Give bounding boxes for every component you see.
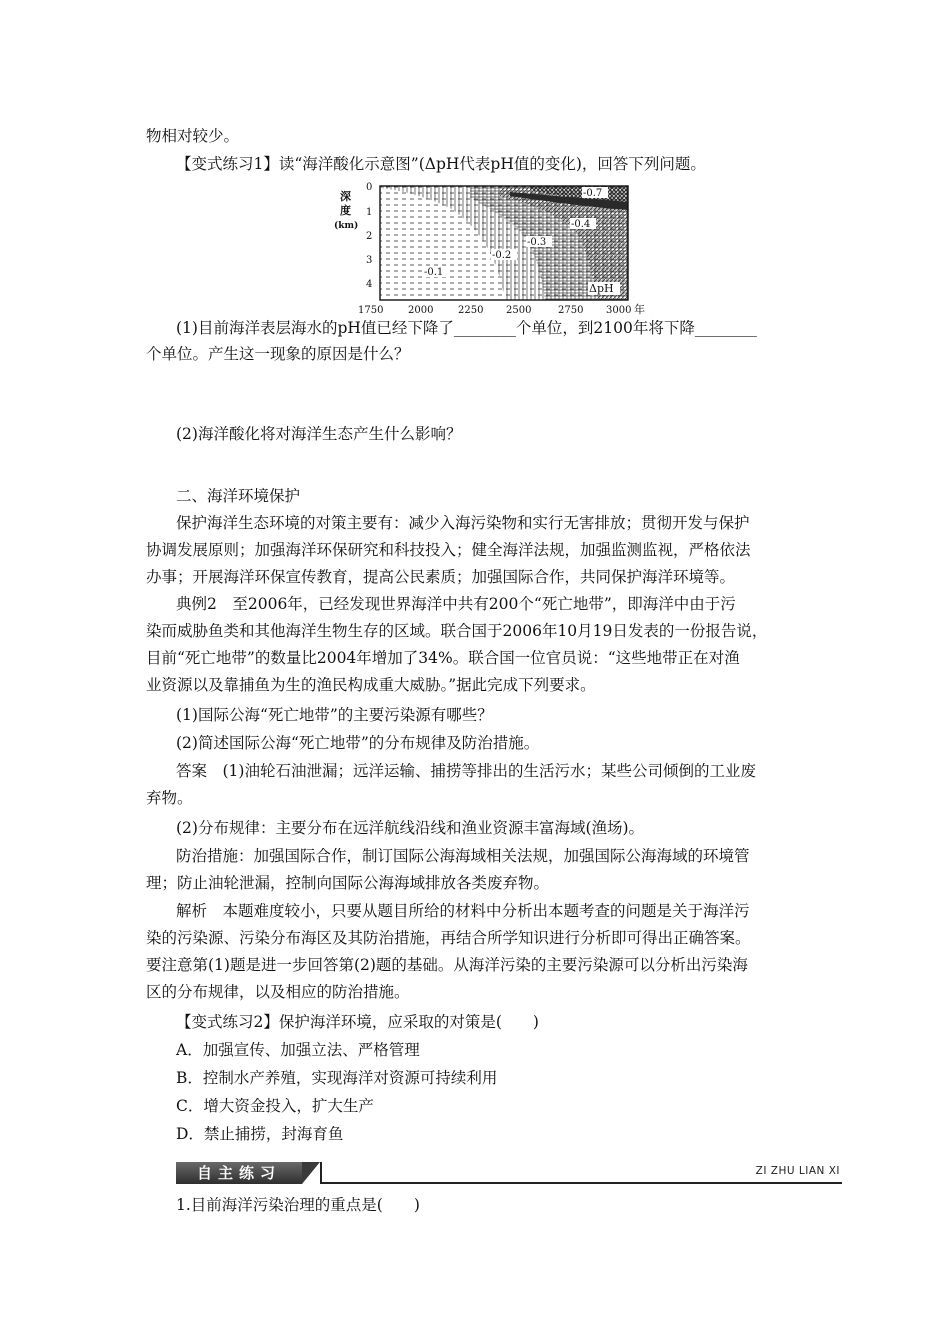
x-tick: 3000 [606,305,632,316]
text-line: 目前“死亡地带”的数量比2004年增加了34%。联合国一位官员说：“这些地带正在对渔 [146,649,740,667]
contour-label: -0.7 [583,188,603,199]
text-line: 区的分布规律，以及相应的防治措施。 [146,983,410,1001]
self-practice-banner [176,1158,842,1188]
text-line: 个单位。产生这一现象的原因是什么？ [146,345,410,363]
text-line: (2)分布规律：主要分布在远洋航线沿线和渔业资源丰富海域(渔场)。 [176,819,645,837]
text-line: 业资源以及靠捕鱼为生的渔民构成重大威胁。”据此完成下列要求。 [146,676,596,694]
y-axis-label: 度 [340,204,351,217]
x-tick: 2750 [558,305,584,316]
y-tick: 2 [366,231,373,242]
contour-label: -0.4 [571,219,591,230]
text-line: 弃物。 [146,789,193,807]
contour-label: -0.3 [527,237,547,248]
text-line: 防治措施：加强国际合作，制订国际公海海域相关法规，加强国际公海海域的环境管 [176,847,750,865]
answer: 答案 (1)油轮石油泄漏；远洋运输、捕捞等排出的生活污水；某些公司倾倒的工业废 [176,762,756,780]
banner-divider [320,1162,322,1184]
contour-label: -0.1 [424,267,444,278]
text-line: 染而威胁鱼类和其他海洋生物生存的区域。联合国于2006年10月19日发表的一份报告说， [146,622,768,640]
y-axis-label: 深 [340,190,351,203]
analysis: 解析 本题难度较小，只要从题目所给的材料中分析出本题考查的问题是关于海洋污 [176,902,750,920]
question-1: (1)目前海洋表层海水的pH值已经下降了________个单位，到2100年将下降________ [176,319,757,337]
y-tick: 3 [366,255,373,266]
practice-question-1: 1.目前海洋污染治理的重点是( ) [176,1196,420,1214]
x-tick: 2250 [458,305,484,316]
question-2: (2)海洋酸化将对海洋生态产生什么影响？ [176,425,462,443]
banner-label: 自主练习 [176,1162,302,1184]
example-2: 典例2 至2006年，已经发现世界海洋中共有200个“死亡地带”，即海洋中由于污 [176,595,736,613]
banner-pinyin: ZI ZHU LIAN XI [755,1165,840,1177]
x-tick: 2000 [408,305,434,316]
y-tick: 0 [366,182,373,193]
ocean-acidification-chart [330,178,660,318]
exercise-1-prompt: 【变式练习1】读“海洋酸化示意图”(ΔpH代表pH值的变化)，回答下列问题。 [176,155,706,173]
text-line: 物相对较少。 [146,127,240,145]
text-line: 理；防止油轮泄漏，控制向国际公海海域排放各类废弃物。 [146,874,550,892]
option-c: C．增大资金投入，扩大生产 [176,1097,374,1115]
section-heading: 二、海洋环境保护 [176,487,301,505]
question-1: (1)国际公海“死亡地带”的主要污染源有哪些？ [176,706,493,724]
contour-label: -0.2 [492,250,512,261]
text-line: 保护海洋生态环境的对策主要有：减少入海污染物和实行无害排放；贯彻开发与保护 [176,514,750,532]
y-tick: 4 [366,279,373,290]
text-line: 染的污染源、污染分布海区及其防治措施，再结合所学知识进行分析即可得出正确答案。 [146,929,751,947]
banner-rule [320,1182,842,1184]
exercise-2-prompt: 【变式练习2】保护海洋环境，应采取的对策是( ) [176,1013,539,1031]
text-line: 办事；开展海洋环保宣传教育，提高公民素质；加强国际合作，共同保护海洋环境等。 [146,568,736,586]
question-2: (2)简述国际公海“死亡地带”的分布规律及防治措施。 [176,734,540,752]
option-a: A．加强宣传、加强立法、严格管理 [176,1041,420,1059]
option-d: D．禁止捕捞，封海育鱼 [176,1125,344,1143]
text-line: 协调发展原则；加强海洋环保研究和科技投入；健全海洋法规，加强监测监视，严格依法 [146,541,751,559]
text-line: 要注意第(1)题是进一步回答第(2)题的基础。从海洋污染的主要污染源可以分析出污染海 [146,956,748,974]
option-b: B．控制水产养殖，实现海洋对资源可持续利用 [176,1069,498,1087]
banner-wedge [302,1162,320,1184]
x-tick: 1750 [358,305,384,316]
y-axis-label: (km) [334,221,359,231]
legend-label: ΔpH [589,282,614,295]
x-tick: 2500 [506,305,532,316]
y-tick: 1 [366,207,373,218]
x-unit: 年 [634,303,645,316]
